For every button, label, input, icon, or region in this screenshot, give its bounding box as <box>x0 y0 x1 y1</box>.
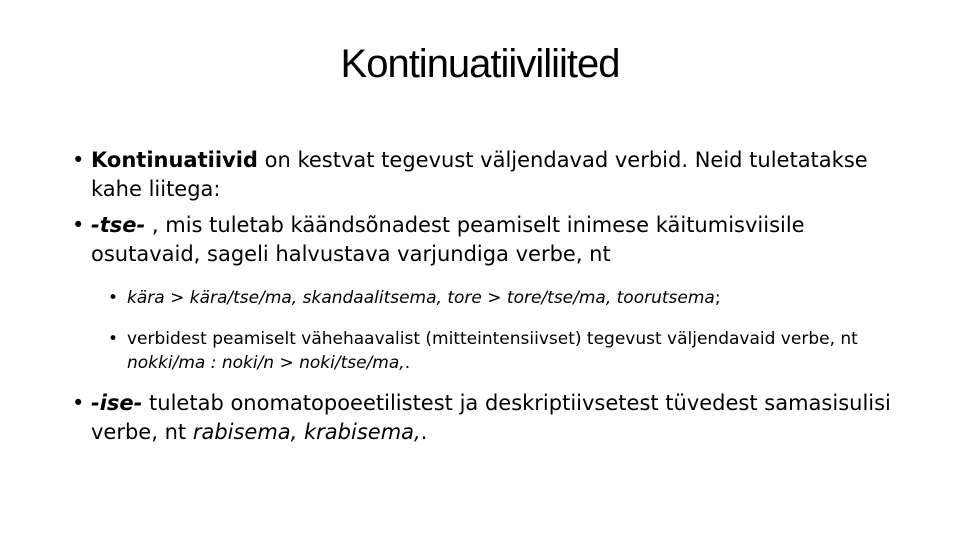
bullet-dot: • <box>72 391 85 415</box>
bullet-dot: • <box>72 148 85 172</box>
example-words: nokki/ma : noki/n > noki/tse/ma, <box>127 353 405 373</box>
sub-bullet-text: ; <box>714 288 721 308</box>
bullet-ise-suffix <box>72 389 902 447</box>
example-words: kära > kära/tse/ma, skandaalitsema, tore > tore/tse/ma, toorutsema <box>127 288 715 308</box>
bullet-text: on kestvat tegevust väljendavad verbid. Neid tuletatakse kahe liitega: <box>91 148 868 201</box>
slide-content <box>72 146 902 454</box>
example-words: rabisema, krabisema, <box>192 420 421 444</box>
sub-bullet-text: verbidest peamiselt vähehaavalist (mitteintensiivset) tegevust väljendavaid verbe, nt <box>127 329 858 349</box>
sub-bullet-dot: • <box>108 288 119 308</box>
sub-bullet-list <box>72 286 902 375</box>
sub-bullet-dot: • <box>108 329 119 349</box>
bullet-dot: • <box>72 213 85 237</box>
term-kontinuatiivid: Kontinuatiivid <box>91 148 258 172</box>
sub-bullet-examples <box>108 286 902 310</box>
bullet-text: , mis tuletab käändsõnadest peamiselt inimese käitumisviisile osutavaid, sageli halvustava varjundiga verbe, nt <box>91 213 805 266</box>
sub-bullet-punct: . <box>404 353 411 373</box>
bullet-tse-suffix <box>72 211 902 269</box>
bullet-text: tuletab onomatopoeetilistest ja deskriptiivsetest tüvedest samasisulisi verbe, nt <box>91 391 891 444</box>
bullet-punct: . <box>420 420 428 444</box>
bullet-kontinuatiivid <box>72 146 902 204</box>
suffix-tse: -tse- <box>91 213 146 237</box>
sub-bullet-verbidest <box>108 327 902 375</box>
slide-title: Kontinuatiiviliited <box>340 42 620 86</box>
suffix-ise: -ise- <box>91 391 143 415</box>
